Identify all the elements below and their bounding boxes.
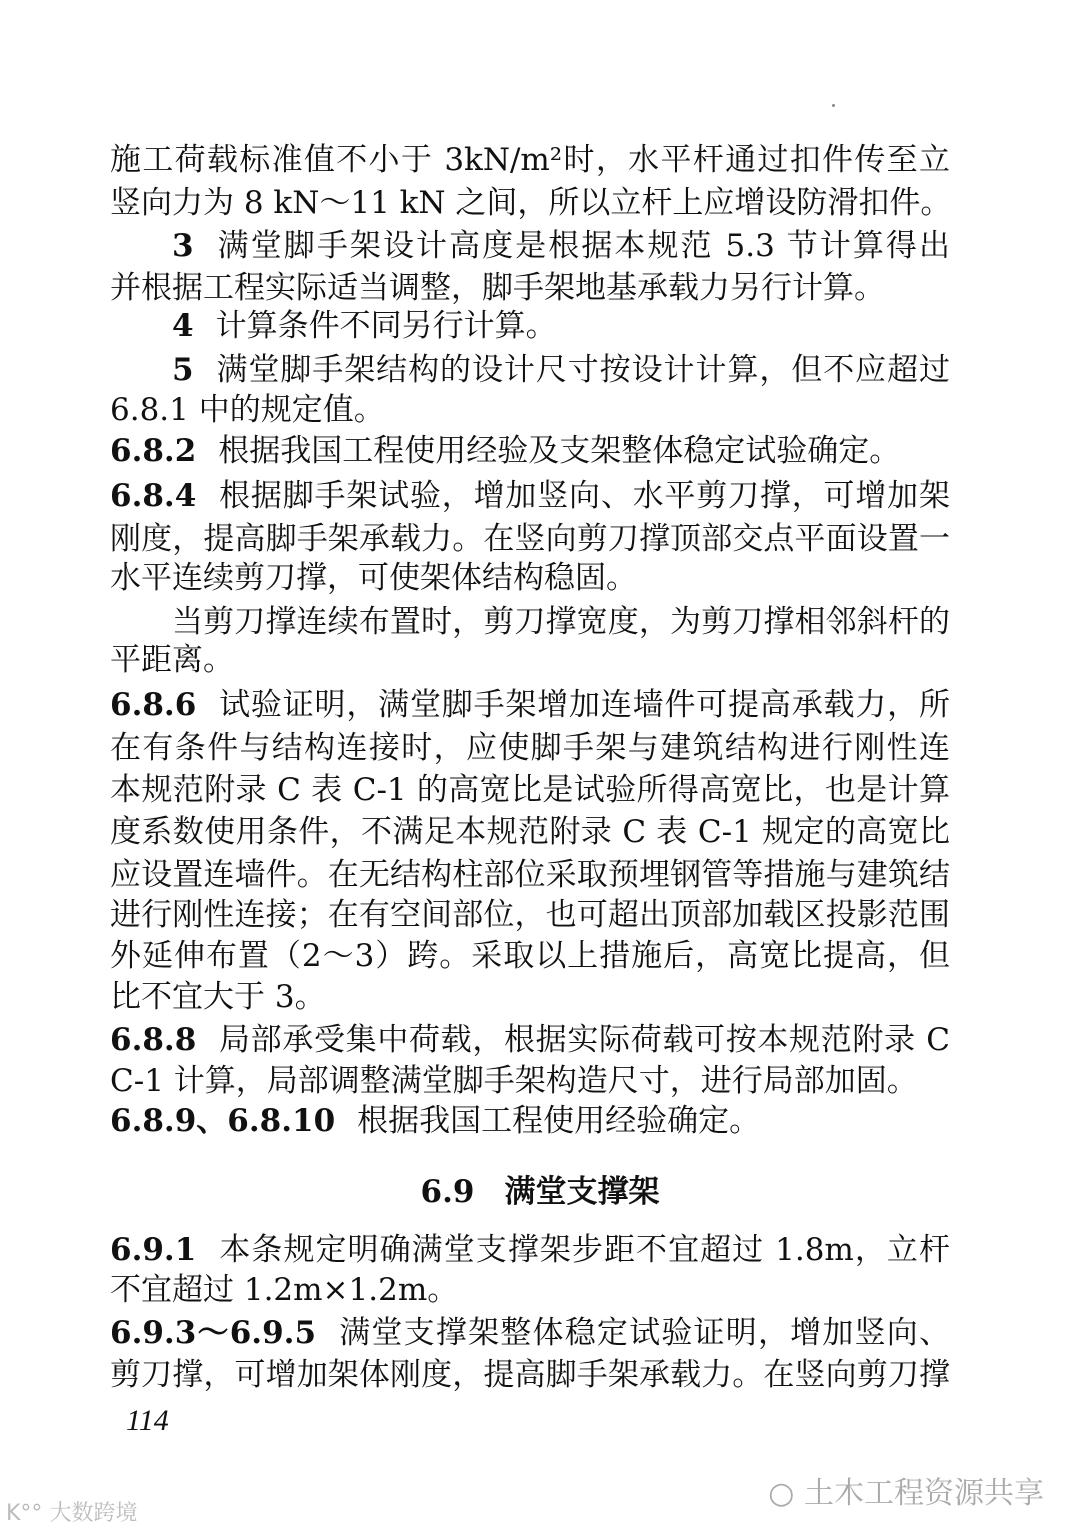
line-text: 局部承受集中荷载，根据实际荷载可按本规范附录 C: [218, 1022, 950, 1058]
text-line: [110, 977, 950, 1017]
section-title: 满堂支撑架: [504, 1174, 660, 1210]
clause-number: 6.8.4: [110, 478, 197, 514]
text-line: [110, 519, 950, 559]
clause-number: 6.8.8: [110, 1022, 197, 1058]
text-line: [110, 268, 950, 308]
text-line: [172, 226, 950, 266]
text-line: [110, 1355, 950, 1395]
line-text: 在有条件与结构连接时，应使脚手架与建筑结构进行刚性连: [110, 730, 950, 766]
text-line: [172, 306, 950, 346]
text-line: [110, 936, 950, 976]
scan-speck: [832, 104, 835, 107]
text-line: [110, 1020, 950, 1060]
line-text: 施工荷载标准值不小于 3kN/m²时，水平杆通过扣件传至立: [110, 142, 950, 178]
text-line: [110, 431, 950, 471]
clause-number: 3: [172, 228, 194, 264]
line-text: 进行刚性连接；在有空间部位，也可超出顶部加载区投影范围: [110, 897, 950, 933]
section-number: 6.9: [420, 1174, 475, 1210]
line-text: 并根据工程实际适当调整，脚手架地基承载力另行计算。: [110, 270, 885, 306]
text-line: [110, 770, 950, 810]
line-text: 竖向力为 8 kN～11 kN 之间，所以立杆上应增设防滑扣件。: [110, 185, 952, 221]
clause-number: 6.8.2: [110, 433, 197, 469]
line-text: 试验证明，满堂脚手架增加连墙件可提高承载力，所: [218, 687, 950, 723]
line-text: 度系数使用条件，不满足本规范附录 C 表 C-1 规定的高宽比: [110, 814, 950, 850]
text-line: [110, 1061, 950, 1101]
text-line: [110, 685, 950, 725]
corner-watermark: [6, 1496, 137, 1527]
text-line: [110, 640, 950, 680]
text-line: [110, 1101, 950, 1141]
line-text: 刚度，提高脚手架承载力。在竖向剪刀撑顶部交点平面设置一: [110, 521, 950, 557]
text-line: [110, 183, 950, 223]
line-text: 根据脚手架试验，增加竖向、水平剪刀撑，可增加架: [218, 478, 950, 514]
line-text: 本规范附录 C 表 C-1 的高宽比是试验所得高宽比，也是计算: [110, 772, 950, 808]
text-line: [110, 1313, 950, 1353]
line-text: 根据我国工程使用经验确定。: [357, 1103, 761, 1139]
line-text: 满堂支撑架整体稳定试验证明，增加竖向、: [338, 1315, 950, 1351]
text-line: [110, 728, 950, 768]
text-line: [110, 140, 950, 180]
text-line: [110, 558, 950, 598]
logo-icon: K°°: [6, 1501, 43, 1526]
text-line: [172, 602, 950, 642]
line-text: 本条规定明确满堂支撑架步距不宜超过 1.8m，立杆: [218, 1232, 950, 1268]
line-text: 比不宜大于 3。: [110, 979, 326, 1015]
corner-watermark-text: 大数跨境: [49, 1501, 138, 1526]
clause-number: 6.9.1: [110, 1232, 197, 1268]
line-text: 水平连续剪刀撑，可使架体结构稳固。: [110, 560, 637, 596]
line-text: 根据我国工程使用经验及支架整体稳定试验确定。: [218, 433, 901, 469]
text-line: [110, 895, 950, 935]
line-text: 满堂脚手架设计高度是根据本规范 5.3 节计算得出: [215, 228, 950, 264]
wechat-icon: ○: [768, 1476, 795, 1511]
wechat-watermark-text: 土木工程资源共享: [804, 1476, 1044, 1511]
line-text: 当剪刀撑连续布置时，剪刀撑宽度，为剪刀撑相邻斜杆的: [172, 604, 950, 640]
text-line: [110, 390, 950, 430]
text-line: [110, 855, 950, 895]
clause-number: 5: [172, 352, 194, 388]
line-text: 剪刀撑，可增加架体刚度，提高脚手架承载力。在竖向剪刀撑: [110, 1357, 950, 1393]
clause-number: 6.8.9、6.8.10: [110, 1103, 336, 1139]
text-line: [110, 1270, 950, 1310]
clause-number: 6.8.6: [110, 687, 197, 723]
clause-number: 4: [172, 308, 194, 344]
text-line: [110, 812, 950, 852]
text-line: [110, 1230, 950, 1270]
line-text: C-1 计算，局部调整满堂脚手架构造尺寸，进行局部加固。: [110, 1063, 918, 1099]
line-text: 6.8.1 中的规定值。: [110, 392, 385, 428]
line-text: 不宜超过 1.2m×1.2m。: [110, 1272, 459, 1308]
clause-number: 6.9.3～6.9.5: [110, 1315, 317, 1351]
wechat-watermark: [768, 1468, 1044, 1512]
section-heading: [0, 1166, 1080, 1211]
line-text: 满堂脚手架结构的设计尺寸按设计计算，但不应超过: [215, 352, 950, 388]
text-line: [172, 350, 950, 390]
line-text: 外延伸布置（2～3）跨。采取以上措施后，高宽比提高，但: [110, 938, 950, 974]
line-text: 平距离。: [110, 642, 234, 678]
text-line: [110, 476, 950, 516]
page-number: 114: [126, 1404, 169, 1437]
line-text: 应设置连墙件。在无结构柱部位采取预埋钢管等措施与建筑结: [110, 857, 950, 893]
line-text: 计算条件不同另行计算。: [215, 308, 557, 344]
